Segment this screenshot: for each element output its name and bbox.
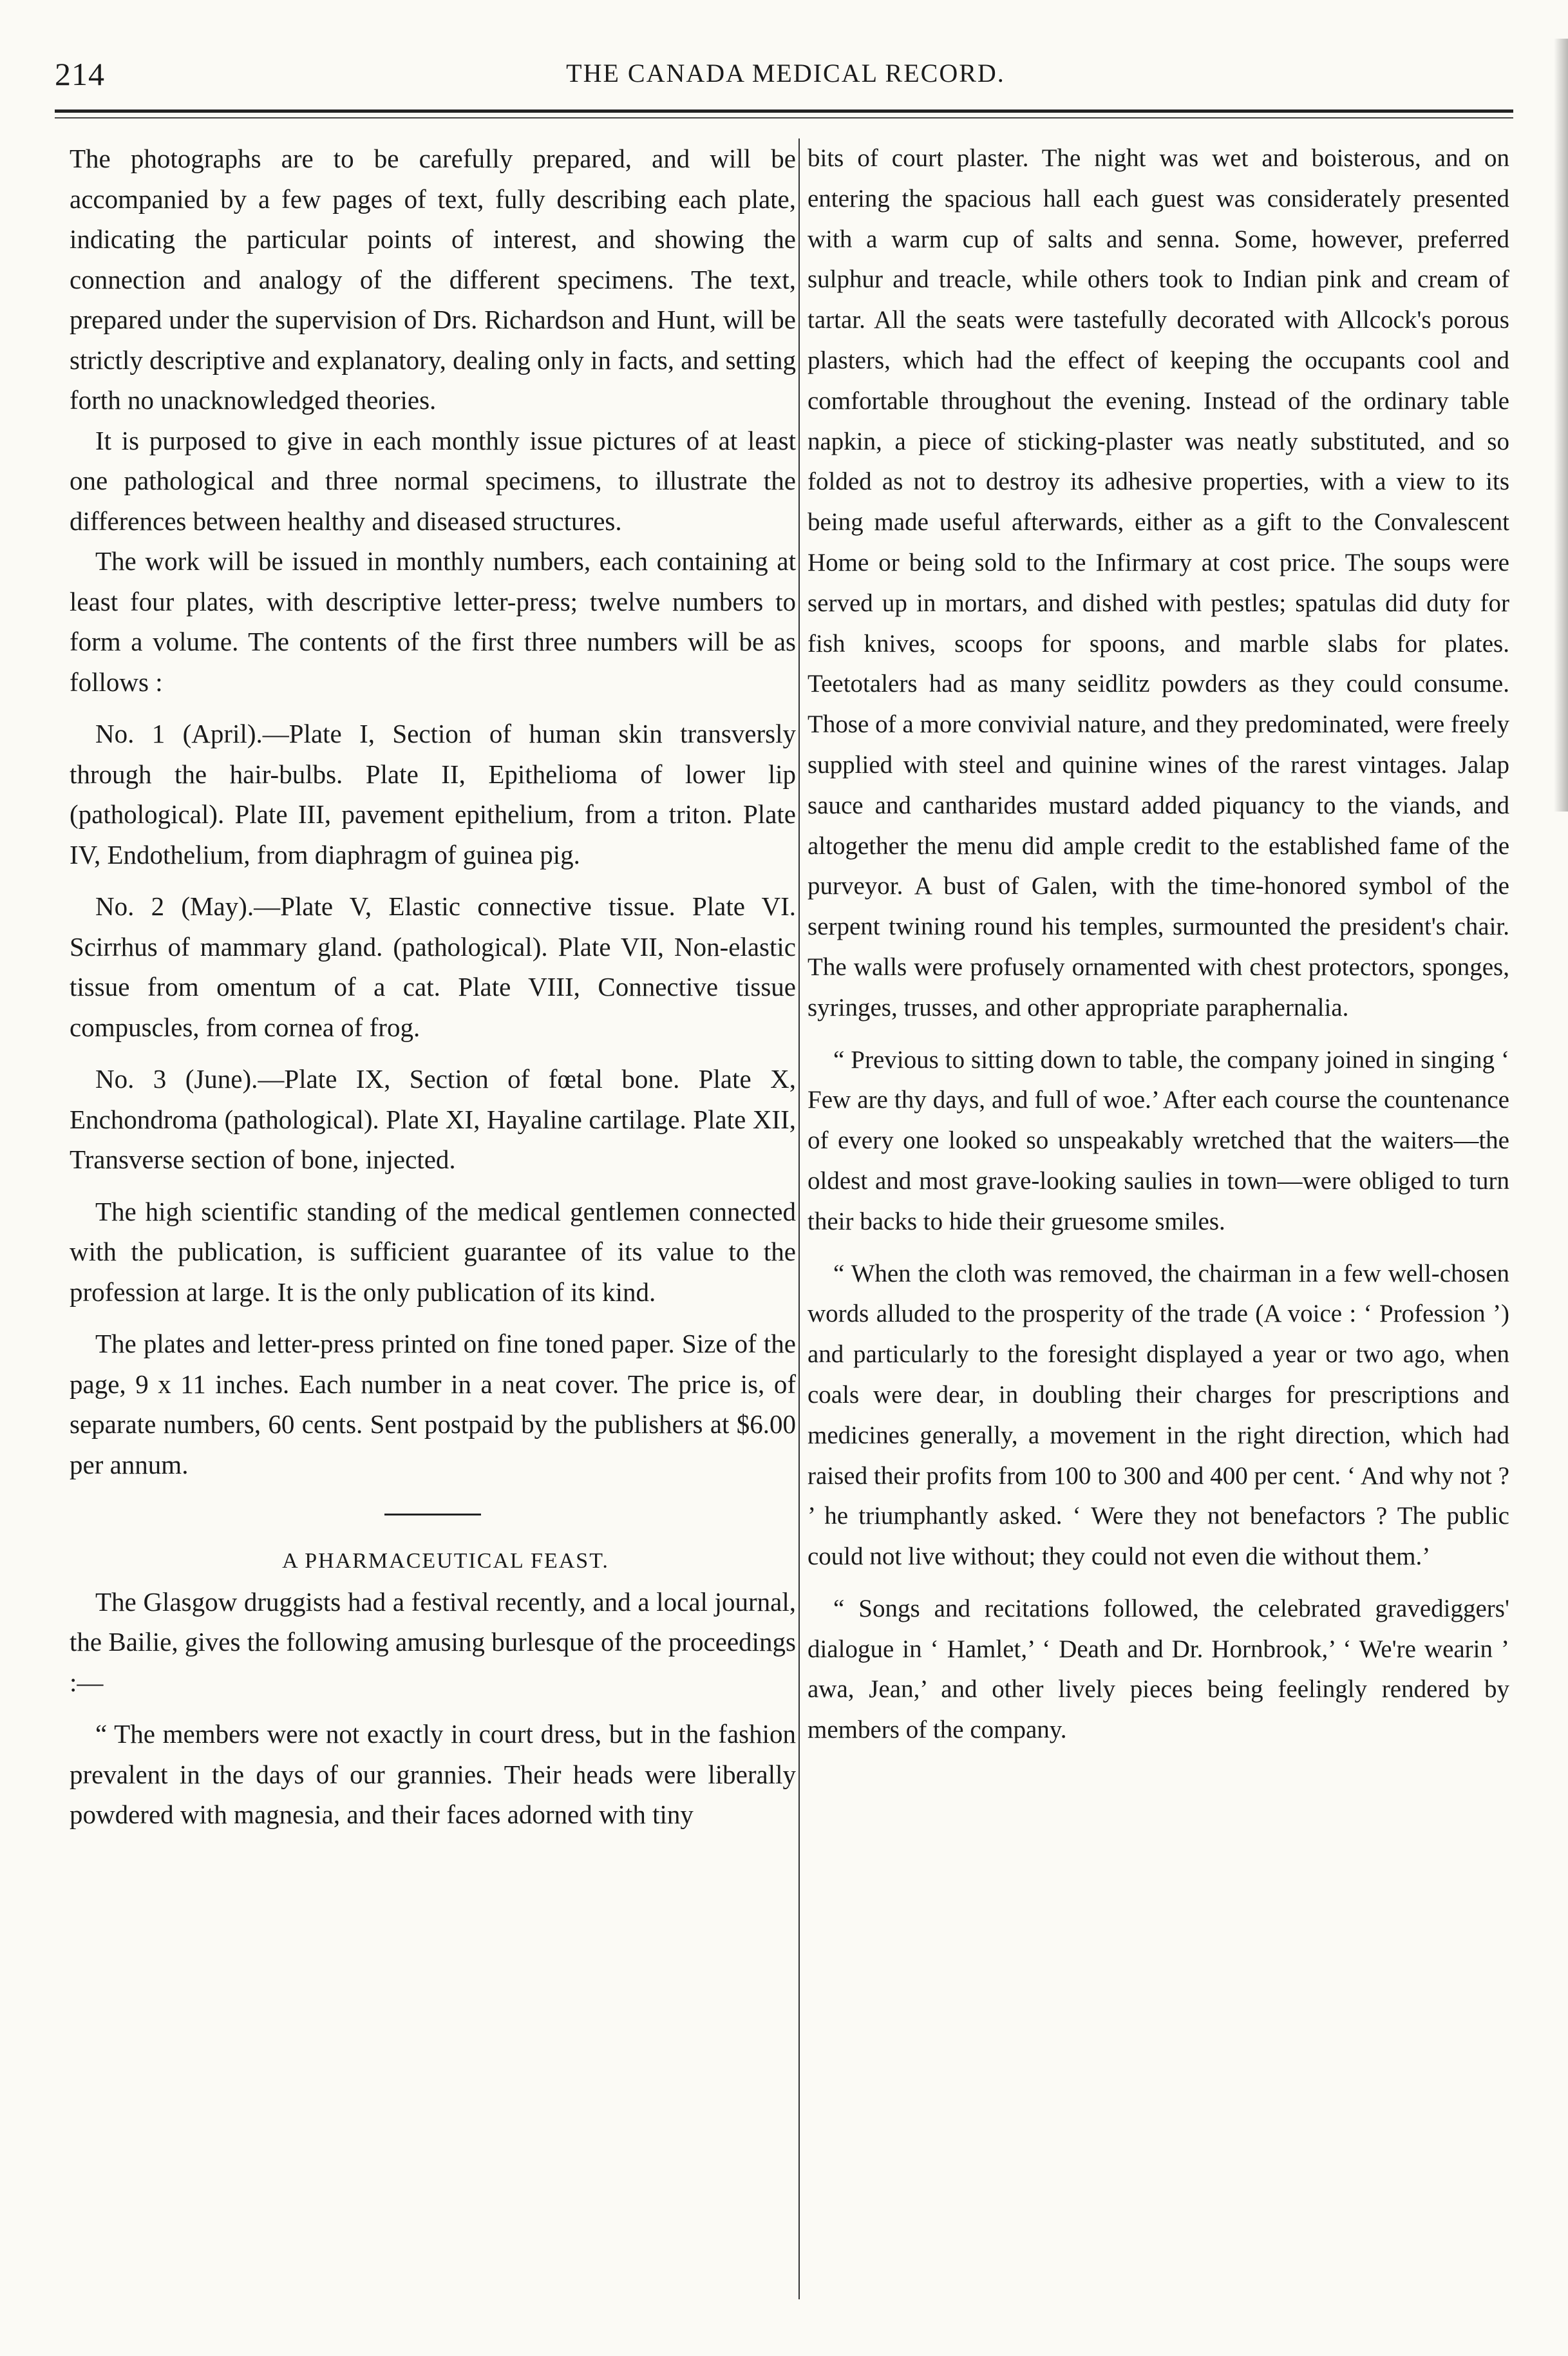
paragraph-glasgow-druggists: The Glasgow druggists had a festival recently, and a local journal, the Bailie, gives the following amusing burlesque of the proceedings :— (70, 1586, 796, 1697)
paragraph-members-dress: “ The members were not exactly in court dress, but in the fashion prevalent in the days of our grannies. Their heads were liberally powdered with magnesia, and their faces adorned with tiny (70, 1719, 796, 1829)
header-rule-thick (55, 109, 1513, 113)
paragraph-number-1: No. 1 (April).—Plate I, Section of human skin transversly through the hair-bulbs. Plate II, Epithelioma of lower lip (pathological). Plate III, pavement epithelium, from a triton. Plate IV, Endothelium, from diaphragm of guinea pig. (70, 719, 796, 869)
paragraph-court-plaster: bits of court plaster. The night was wet and boisterous, and on entering the spacious hall each guest was considerately presented with a warm cup of salts and senna. Some, however, preferred sulphur and treacle, while others took to Indian pink and cream of tartar. All the seats were tastefully decorated with Allcock's porous plasters, which had the effect of keeping the occupants cool and comfortable throughout the evening. Instead of the ordinary table napkin, a piece of sticking-plaster was neatly substituted, and so folded as not to destroy its adhesive properties, with a view to its being made useful afterwards, either as a gift to the Convalescent Home or being sold to the Infirmary at cost price. The soups were served up in mortars, and dished with pestles; spatulas did duty for fish knives, scoops for spoons, and marble slabs for plates. Teetotalers had as many seidlitz powders as they could consume. Those of a more convivial nature, and they predominated, were freely supplied with steel and quinine wines of the rarest vintages. Jalap sauce and cantharides mustard added piquancy to the viands, and altogether the menu did ample credit to the established fame of the purveyor. A bust of Galen, with the time-honored symbol of the serpent twining round his temples, surmounted the president's chair. The walls were profusely ornamented with chest protectors, sponges, syringes, trusses, and other appropriate paraphernalia. (808, 144, 1509, 1021)
running-title: THE CANADA MEDICAL RECORD. (566, 59, 1005, 88)
page-number: 214 (55, 56, 105, 92)
paragraph-previous-to-sitting: “ Previous to sitting down to table, the company joined in singing ‘ Few are thy days, and full of woe.’ After each course the countenance of every one looked so unspeakably wretched that the waiters—the oldest and most grave-looking saulies in town—were obliged to turn their backs to hide their gruesome smiles. (808, 1045, 1509, 1235)
paragraph-number-3: No. 3 (June).—Plate IX, Section of fœtal bone. Plate X, Enchondroma (pathological). Plate XI, Hayaline cartilage. Plate XII, Transverse section of bone, injected. (70, 1064, 796, 1174)
paragraph-plates-price: The plates and letter-press printed on fine toned paper. Size of the page, 9 x 11 inches. Each number in a neat cover. The price is, of separate numbers, 60 cents. Sent postpaid by the publishers at $6.00 per annum. (70, 1329, 796, 1479)
page-edge-shadow (1554, 39, 1568, 812)
page-header (55, 37, 1516, 102)
paragraph-cloth-removed: “ When the cloth was removed, the chairman in a few well-chosen words alluded to the prosperity of the trade (A voice : ‘ Profession ’) and particularly to the foresight displayed a year or two ago, when coals were dear, in doubling their charges for prescriptions and medicines generally, a movement in the right direction, which had raised their profits from 100 to 300 and 400 per cent. ‘ And why not ? ’ he triumphantly asked. ‘ Were they not benefactors ? The public could not live without; they could not even die without them.’ (808, 1259, 1509, 1571)
section-title: A PHARMACEUTICAL FEAST. (282, 1549, 609, 1573)
paragraph-monthly-numbers: The work will be issued in monthly numbers, each containing at least four plates, with descriptive letter-press; twelve numbers to form a volume. The contents of the first three numbers will be as follows : (70, 546, 796, 697)
paragraph-number-2: No. 2 (May).—Plate V, Elastic connective tissue. Plate VI. Scirrhus of mammary gland. (pathological). Plate VII, Non-elastic tissue from omentum of a cat. Plate VIII, Connective tissue compuscles, from cornea of frog. (70, 891, 796, 1042)
section-divider (384, 1514, 481, 1515)
paragraph-scientific-standing: The high scientific standing of the medical gentlemen connected with the publication, is sufficient guarantee of its value to the profession at large. It is the only publication of its kind. (70, 1196, 796, 1307)
right-column (808, 138, 1509, 1751)
left-column (70, 138, 796, 1835)
column-divider (798, 138, 800, 2299)
header-rule-thin (55, 117, 1513, 119)
paragraph-songs-recitations: “ Songs and recitations followed, the celebrated gravediggers' dialogue in ‘ Hamlet,’ ‘ Death and Dr. Hornbrook,’ ‘ We're wearin ’ awa, Jean,’ and other lively pieces being feelingly rendered by members of the company. (808, 1594, 1509, 1744)
paragraph-photographs: The photographs are to be carefully prepared, and will be accompanied by a few pages of text, fully describing each plate, indicating the particular points of interest, and showing the connection and analogy of the different specimens. The text, prepared under the supervision of Drs. Richardson and Hunt, will be strictly descriptive and explanatory, dealing only in facts, and setting forth no unacknowledged theories. (70, 144, 796, 415)
paragraph-monthly-issue: It is purposed to give in each monthly issue pictures of at least one pathological and three normal specimens, to illustrate the differences between healthy and diseased structures. (70, 425, 796, 536)
